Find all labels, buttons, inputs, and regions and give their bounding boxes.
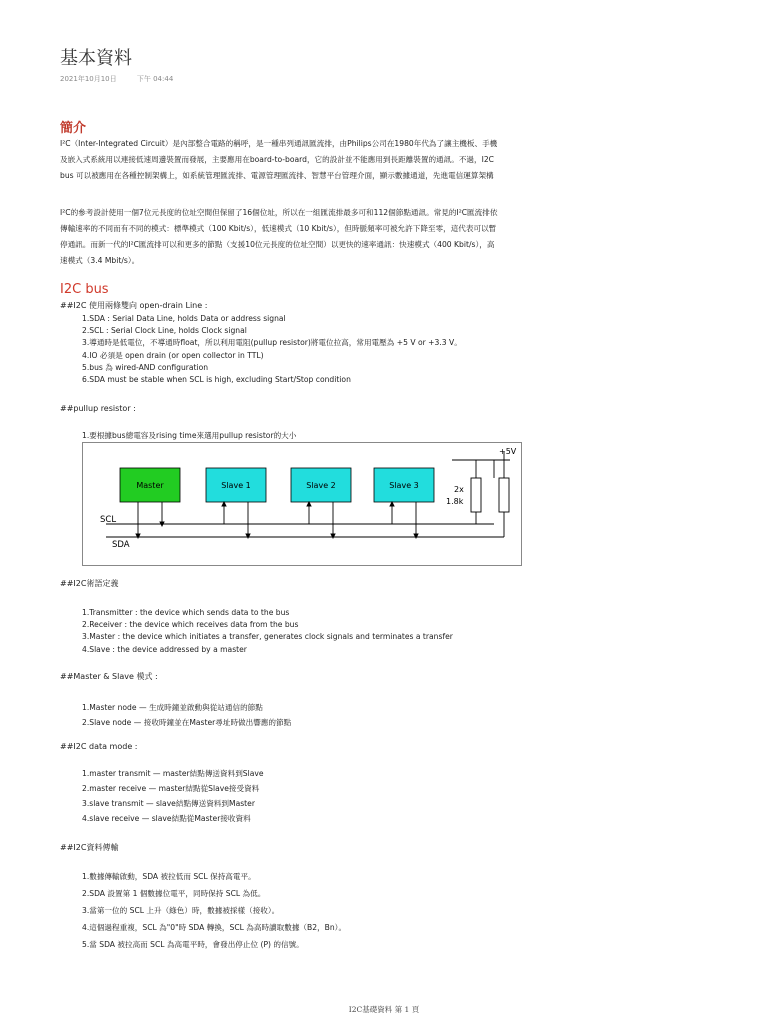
datamode-list <box>82 766 264 826</box>
bus-intro: ##I2C 使用兩條雙向 open-drain Line : <box>60 301 208 310</box>
list-item: 2.master receive — master結點從Slave接受資料 <box>82 784 260 793</box>
slave1-label: Slave 1 <box>221 481 251 490</box>
list-item: 4.這個過程重複，SCL 為"0"時 SDA 轉換，SCL 為高時讀取數據（B2，Bn）。 <box>82 923 347 932</box>
intro-heading: 簡介 <box>60 121 87 136</box>
resistor-count-label: 2x <box>454 485 464 494</box>
terms-heading: ##I2C術語定義 <box>60 579 119 588</box>
page-title: 基本資料 <box>60 48 132 69</box>
list-item: 4.Slave : the device addressed by a master <box>82 644 247 654</box>
page-meta <box>60 74 191 84</box>
list-item: 3.導通時是低電位，不導通時float，所以利用電阻(pullup resistor)將電位拉高，常用電壓為 +5 V or +3.3 V。 <box>82 338 462 348</box>
page-date: 2021年10月10日 <box>60 75 117 83</box>
list-item: 2.SDA 設置第 1 個數據位電平，同時保持 SCL 為低。 <box>82 889 266 898</box>
list-item: 3.Master : the device which initiates a transfer, generates clock signals and terminates a transfer <box>82 632 453 642</box>
pullup-note: 1.要根據bus總電容及rising time來選用pullup resistor的大小 <box>82 431 297 440</box>
resistor-value-label: 1.8k <box>446 497 464 506</box>
bus-list <box>82 313 462 386</box>
page-time: 下午 04:44 <box>136 75 174 83</box>
list-item: 5.當 SDA 被拉高而 SCL 為高電平時，會發出停止位 (P) 的信號。 <box>82 940 304 949</box>
list-item: 2.Slave node — 接收時鐘並在Master尋址時做出響應的節點 <box>82 718 292 727</box>
intro-paragraph-1: I²C（Inter-Integrated Circuit）是內部整合電路的稱呼，是一種串列通訊匯流排，由Philips公司在1980年代為了讓主機板、手機及嵌入式系統用以連接低速周邊裝置而發展，主要應用在board-to-board，它的設計並不能應用到長距離裝置的通訊。不過，I2C bus 可以被應用在各種控制架構上，如系統管理匯流排、電源管理匯流排、智慧平台管理介面，顯示數據通道，先進電信運算架構 <box>60 139 498 180</box>
ms-heading: ##Master & Slave 模式 : <box>60 672 158 681</box>
sda-label: SDA <box>112 540 130 550</box>
i2c-bus-diagram <box>82 442 522 566</box>
bus-heading: I2C bus <box>60 282 109 297</box>
master-label: Master <box>136 481 164 490</box>
ms-list <box>82 700 291 730</box>
list-item: 1.Master node — 生成時鐘並啟動與從站通信的節點 <box>82 703 263 712</box>
list-item: 2.SCL : Serial Clock Line, holds Clock signal <box>82 326 247 336</box>
list-item: 4.slave receive — slave結點從Master接收資料 <box>82 814 251 823</box>
datamode-heading: ##I2C data mode : <box>60 742 138 751</box>
list-item: 1.數據傳輸啟動，SDA 被拉低而 SCL 保持高電平。 <box>82 872 256 881</box>
list-item: 3.當第一位的 SCL 上升（綠色）時，數據被採樣（接收）。 <box>82 906 280 915</box>
list-item: 1.SDA : Serial Data Line, holds Data or address signal <box>82 314 286 323</box>
page-footer: I2C基礎資料 第 1 頁 <box>348 1005 420 1014</box>
list-item: 4.IO 必須是 open drain (or open collector in TTL) <box>82 350 264 360</box>
scl-label: SCL <box>100 515 117 525</box>
terms-list <box>82 607 453 656</box>
pullup-heading: ##pullup resistor : <box>60 404 136 413</box>
list-item: 3.slave transmit — slave結點傳送資料到Master <box>82 799 255 808</box>
list-item: 6.SDA must be stable when SCL is high, excluding Start/Stop condition <box>82 374 351 384</box>
list-item: 1.master transmit — master結點傳送資料到Slave <box>82 769 264 778</box>
intro-paragraph-2: I²C的參考設計使用一個7位元長度的位址空間但保留了16個位址，所以在一組匯流排最多可和112個節點通訊。常見的I²C匯流排依傳輸速率的不同而有不同的模式：標準模式（100 Kbit/s），低速模式（10 Kbit/s），但時脈頻率可被允許下降至零，這代表可以暫停通訊。而新一代的I²C匯流排可以和更多的節點（支援10位元長度的位址空間）以更快的速率通訊：快速模式（400 Kbit/s），高速模式（3.4 Mbit/s）。 <box>60 208 498 265</box>
transfer-heading: ##I2C資料傳輸 <box>60 843 119 852</box>
list-item: 1.Transmitter : the device which sends data to the bus <box>82 608 290 617</box>
list-item: 2.Receiver : the device which receives data from the bus <box>82 620 299 630</box>
list-item: 5.bus 為 wired-AND configuration <box>82 362 209 372</box>
transfer-list <box>82 868 346 953</box>
pullup-resistor-sda <box>499 478 509 512</box>
vcc-label: +5V <box>499 447 517 456</box>
slave3-label: Slave 3 <box>389 481 419 490</box>
pullup-resistor-scl <box>471 478 481 512</box>
slave2-label: Slave 2 <box>306 481 336 490</box>
